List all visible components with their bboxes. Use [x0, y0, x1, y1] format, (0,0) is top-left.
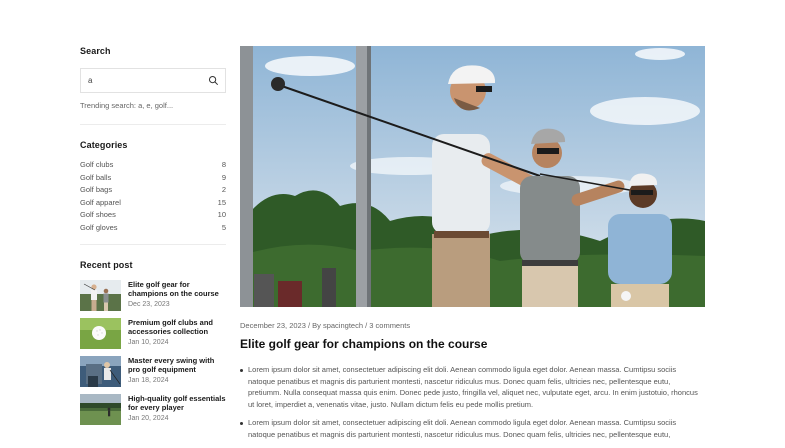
category-count: 10 — [217, 210, 226, 220]
categories-title: Categories — [80, 140, 128, 150]
category-name: Golf shoes — [80, 210, 116, 220]
category-item-golf-balls[interactable] — [80, 172, 226, 185]
recent-post-item[interactable] — [80, 280, 226, 311]
recent-post-thumbnail[interactable] — [80, 394, 121, 425]
recent-post-name[interactable]: High-quality golf essentials for every player — [128, 393, 226, 413]
category-count: 15 — [217, 197, 226, 207]
category-count: 9 — [221, 172, 226, 182]
meta-separator: / By — [305, 321, 323, 330]
trending-search-text: Trending search: a, e, golf... — [80, 101, 174, 110]
category-item-golf-gloves[interactable] — [80, 222, 226, 235]
divider — [80, 124, 226, 125]
category-count: 2 — [221, 185, 226, 195]
search-widget-title: Search — [80, 46, 111, 56]
category-count: 8 — [221, 160, 226, 169]
category-item-golf-shoes[interactable] — [80, 209, 226, 222]
category-name: Golf clubs — [80, 160, 114, 169]
category-name: Golf apparel — [80, 197, 121, 207]
recent-post-item[interactable] — [80, 356, 226, 387]
category-list — [80, 159, 226, 235]
sidebar — [80, 46, 226, 432]
recent-post-date: Dec 23, 2023 — [128, 300, 170, 308]
recent-post-item[interactable] — [80, 318, 226, 349]
category-item-golf-clubs[interactable] — [80, 159, 226, 172]
post-content — [240, 46, 705, 448]
post-meta — [240, 321, 705, 330]
divider — [80, 244, 226, 245]
recent-post-name[interactable]: Premium golf clubs and accessories collection — [128, 317, 214, 337]
meta-separator: / — [363, 321, 370, 330]
search-box — [80, 68, 226, 93]
recent-post-thumbnail[interactable] — [80, 318, 121, 349]
recent-post-name[interactable]: Elite golf gear for champions on the course — [128, 279, 219, 299]
category-count: 5 — [221, 222, 226, 232]
post-featured-image[interactable] — [240, 46, 705, 307]
post-body-list — [240, 364, 705, 441]
category-item-golf-apparel[interactable] — [80, 197, 226, 210]
recent-post-title: Recent post — [80, 259, 133, 270]
recent-post-thumbnail[interactable] — [80, 356, 121, 387]
search-icon[interactable] — [208, 75, 219, 86]
recent-post-list — [80, 280, 226, 425]
post-date: December 23, 2023 — [240, 321, 306, 330]
recent-post-date: Jan 18, 2024 — [128, 376, 169, 384]
category-name: Golf balls — [80, 172, 112, 182]
recent-post-date: Jan 10, 2024 — [128, 338, 169, 346]
post-paragraph: Lorem ipsum dolor sit amet, consectetuer adipiscing elit doli. Aenean commodo ligula eget dolor. Aenean massa. Cumtipsu sociis natoque penatibus et magnis dis parturient montesti, nascetur ridiculus mus. Donec quam felis, ultricies nec, pellentesque eutu, pretiumm. Nulla consequat massa quis enim. Donec pede justo, fringilla vel, aliquet nec, vulputate eget, arcu. In enim justotuio, rhoncus ut loret, imperdiet a, venenatis vitae, justo. Nullam dictum felis eu pede mollis pretium. — [240, 364, 705, 410]
category-name: Golf bags — [80, 185, 113, 195]
post-paragraph: Lorem ipsum dolor sit amet, consectetuer adipiscing elit doli. Aenean commodo ligula eget dolor. Aenean massa. Cumtipsu sociis natoque penatibus et magnis dis parturient montesti, nascetur ridiculus mus. Donec quam felis, ultricies nec, pellentesque eutu, — [240, 417, 705, 440]
search-input[interactable] — [81, 69, 201, 92]
post-title: Elite golf gear for champions on the course — [240, 337, 488, 351]
recent-post-name[interactable]: Master every swing with pro golf equipment — [128, 355, 215, 375]
category-item-golf-bags[interactable] — [80, 184, 226, 197]
category-name: Golf gloves — [80, 222, 118, 232]
recent-post-date: Jan 20, 2024 — [128, 414, 169, 422]
recent-post-thumbnail[interactable] — [80, 280, 121, 311]
recent-post-item[interactable] — [80, 394, 226, 425]
post-author-link[interactable]: spacingtech — [322, 321, 363, 330]
post-comments-link[interactable]: 3 comments — [369, 321, 411, 330]
